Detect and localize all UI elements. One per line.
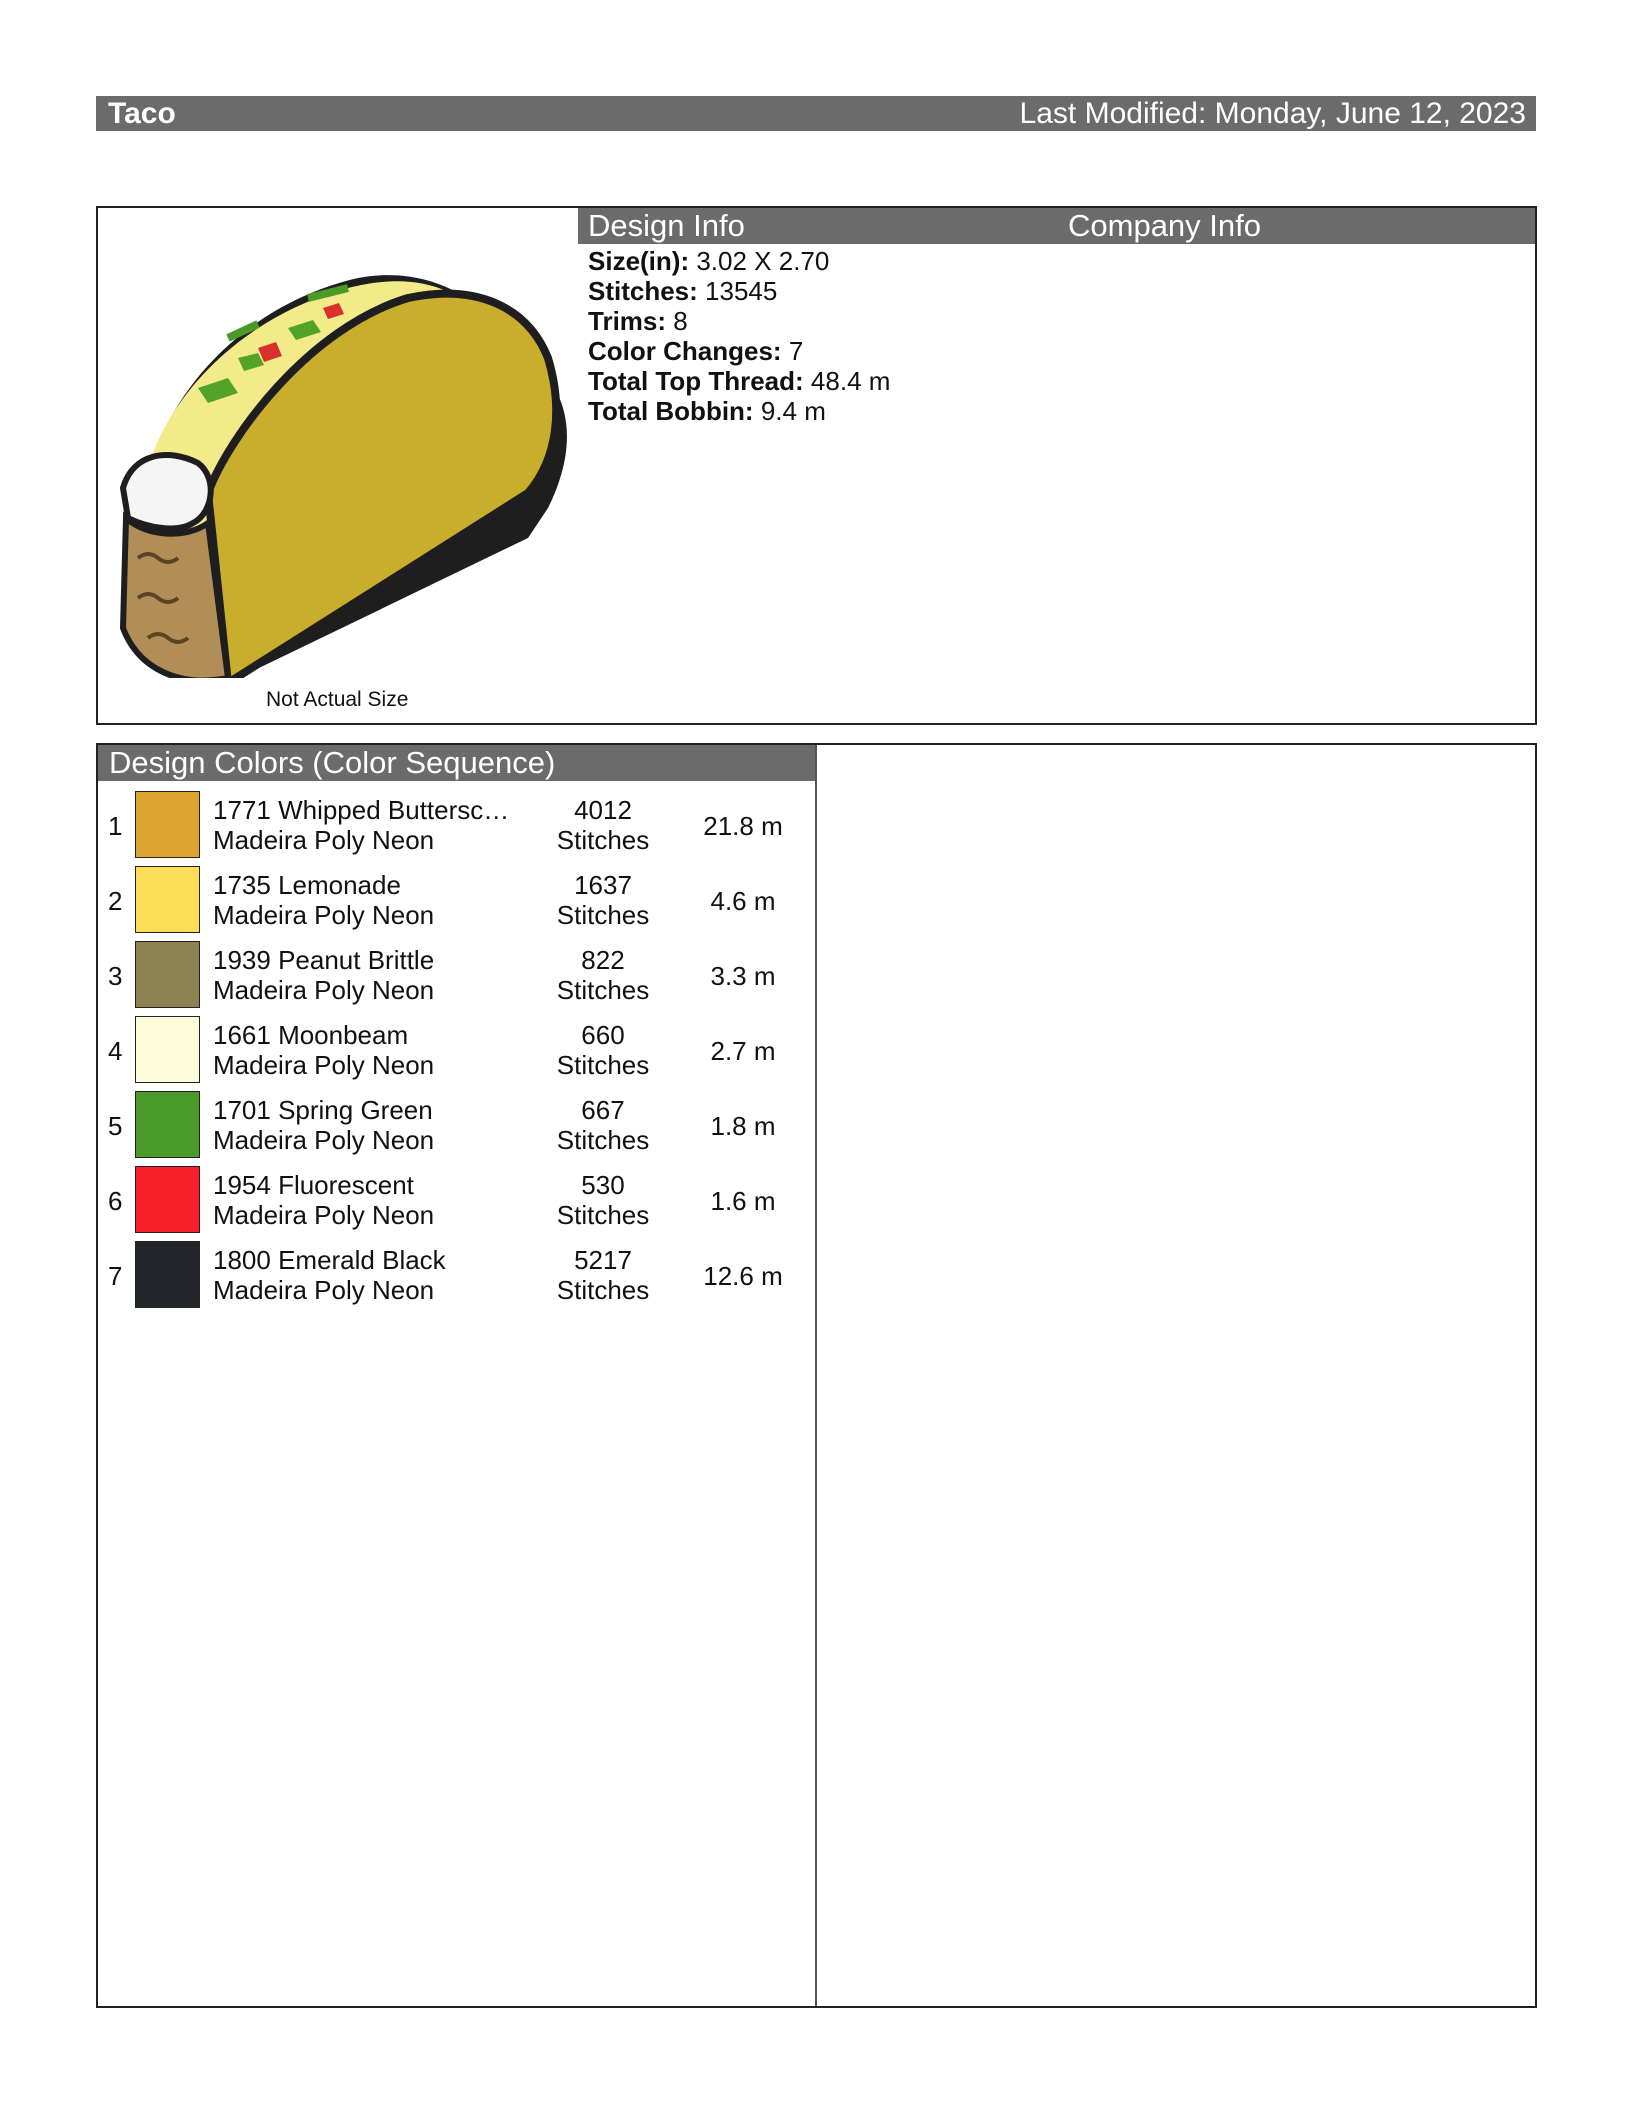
thread-brand: Madeira Poly Neon: [213, 825, 435, 855]
stitch-value: 822: [581, 945, 625, 975]
thread-color-name: 1661 Moonbeam: [213, 1020, 409, 1050]
color-swatch: [135, 941, 200, 1008]
color-swatch: [135, 1241, 200, 1308]
stitches-label: Stitches: [556, 1050, 650, 1080]
thread-length: 1.6 m: [710, 1186, 776, 1216]
thread-brand: Madeira Poly Neon: [213, 1275, 435, 1305]
info-field: [588, 246, 890, 276]
color-number: 7: [108, 1261, 123, 1291]
thread-brand: Madeira Poly Neon: [213, 1050, 435, 1080]
stitches-label: Stitches: [556, 1200, 650, 1230]
stitch-value: 4012: [574, 795, 632, 825]
info-field: [588, 306, 890, 336]
color-number: 2: [108, 886, 123, 916]
color-row: [98, 1089, 815, 1165]
thread-name: [213, 1095, 523, 1155]
color-swatch: [135, 1091, 200, 1158]
stitch-count: [538, 1170, 668, 1230]
stitch-count: [538, 945, 668, 1005]
color-swatch: [135, 791, 200, 858]
info-label: Stitches:: [588, 276, 698, 306]
thread-brand: Madeira Poly Neon: [213, 1200, 435, 1230]
thread-color-name: 1800 Emerald Black: [213, 1245, 446, 1275]
info-label: Trims:: [588, 306, 667, 336]
stitches-label: Stitches: [556, 825, 650, 855]
info-field: [588, 276, 890, 306]
info-field: [588, 396, 890, 426]
color-number: 4: [108, 1036, 123, 1066]
color-row: [98, 1239, 815, 1315]
color-row: [98, 1014, 815, 1090]
color-sequence-column: [98, 745, 817, 2006]
company-info-heading: Company Info: [1068, 208, 1261, 243]
thread-brand: Madeira Poly Neon: [213, 900, 435, 930]
design-info-list: [588, 246, 890, 426]
thread-color-name: 1939 Peanut Brittle: [213, 945, 435, 975]
thread-brand: Madeira Poly Neon: [213, 1125, 435, 1155]
info-value: 9.4 m: [760, 396, 826, 426]
info-value: 48.4 m: [810, 366, 891, 396]
info-value: 8: [673, 306, 688, 336]
thread-length: 1.8 m: [710, 1111, 776, 1141]
design-info-header: [578, 208, 1535, 244]
thread-color-name: 1771 Whipped Buttersc…: [213, 795, 510, 825]
stitches-label: Stitches: [556, 1125, 650, 1155]
design-title: Taco: [108, 97, 176, 130]
color-row: [98, 1164, 815, 1240]
color-swatch: [135, 1166, 200, 1233]
thread-color-name: 1701 Spring Green: [213, 1095, 433, 1125]
info-value: 3.02 X 2.70: [696, 246, 830, 276]
info-field: [588, 366, 890, 396]
color-row: [98, 864, 815, 940]
color-number: 6: [108, 1186, 123, 1216]
info-label: Total Bobbin:: [588, 396, 754, 426]
stitches-label: Stitches: [556, 975, 650, 1005]
stitch-value: 667: [581, 1095, 625, 1125]
image-caption: Not Actual Size: [266, 688, 409, 711]
thread-color-name: 1735 Lemonade: [213, 870, 401, 900]
stitch-count: [538, 1095, 668, 1155]
info-label: Color Changes:: [588, 336, 782, 366]
info-label: Total Top Thread:: [588, 366, 804, 396]
stitch-count: [538, 795, 668, 855]
thread-name: [213, 1170, 523, 1230]
last-modified-date: Last Modified: Monday, June 12, 2023: [1019, 97, 1526, 130]
design-info-heading: Design Info: [588, 208, 745, 243]
thread-length: 12.6 m: [703, 1261, 783, 1291]
stitch-count: [538, 1020, 668, 1080]
design-colors-header: [98, 745, 815, 781]
color-swatch: [135, 1016, 200, 1083]
thread-name: [213, 1020, 523, 1080]
color-number: 5: [108, 1111, 123, 1141]
stitch-value: 1637: [574, 870, 632, 900]
thread-name: [213, 795, 523, 855]
color-swatch: [135, 866, 200, 933]
design-colors-heading: Design Colors (Color Sequence): [109, 745, 556, 780]
stitch-value: 660: [581, 1020, 625, 1050]
thread-length: 4.6 m: [710, 886, 776, 916]
stitch-value: 530: [581, 1170, 625, 1200]
stitch-count: [538, 1245, 668, 1305]
stitches-label: Stitches: [556, 1275, 650, 1305]
info-field: [588, 336, 890, 366]
info-value: 7: [788, 336, 804, 366]
thread-name: [213, 945, 523, 1005]
design-info-panel: [96, 206, 1537, 725]
thread-name: [213, 1245, 523, 1305]
thread-length: 2.7 m: [710, 1036, 776, 1066]
title-bar: [96, 96, 1536, 131]
color-row: [98, 789, 815, 865]
thread-name: [213, 870, 523, 930]
info-value: 13545: [705, 276, 778, 306]
taco-embroidery-image: [108, 238, 570, 678]
info-label: Size(in):: [588, 246, 690, 276]
thread-length: 3.3 m: [710, 961, 776, 991]
stitch-value: 5217: [574, 1245, 632, 1275]
design-colors-panel: [96, 743, 1537, 2008]
color-number: 1: [108, 811, 123, 841]
color-number: 3: [108, 961, 123, 991]
stitches-label: Stitches: [556, 900, 650, 930]
thread-color-name: 1954 Fluorescent: [213, 1170, 414, 1200]
color-row: [98, 939, 815, 1015]
thread-brand: Madeira Poly Neon: [213, 975, 435, 1005]
thread-length: 21.8 m: [703, 811, 783, 841]
stitch-count: [538, 870, 668, 930]
